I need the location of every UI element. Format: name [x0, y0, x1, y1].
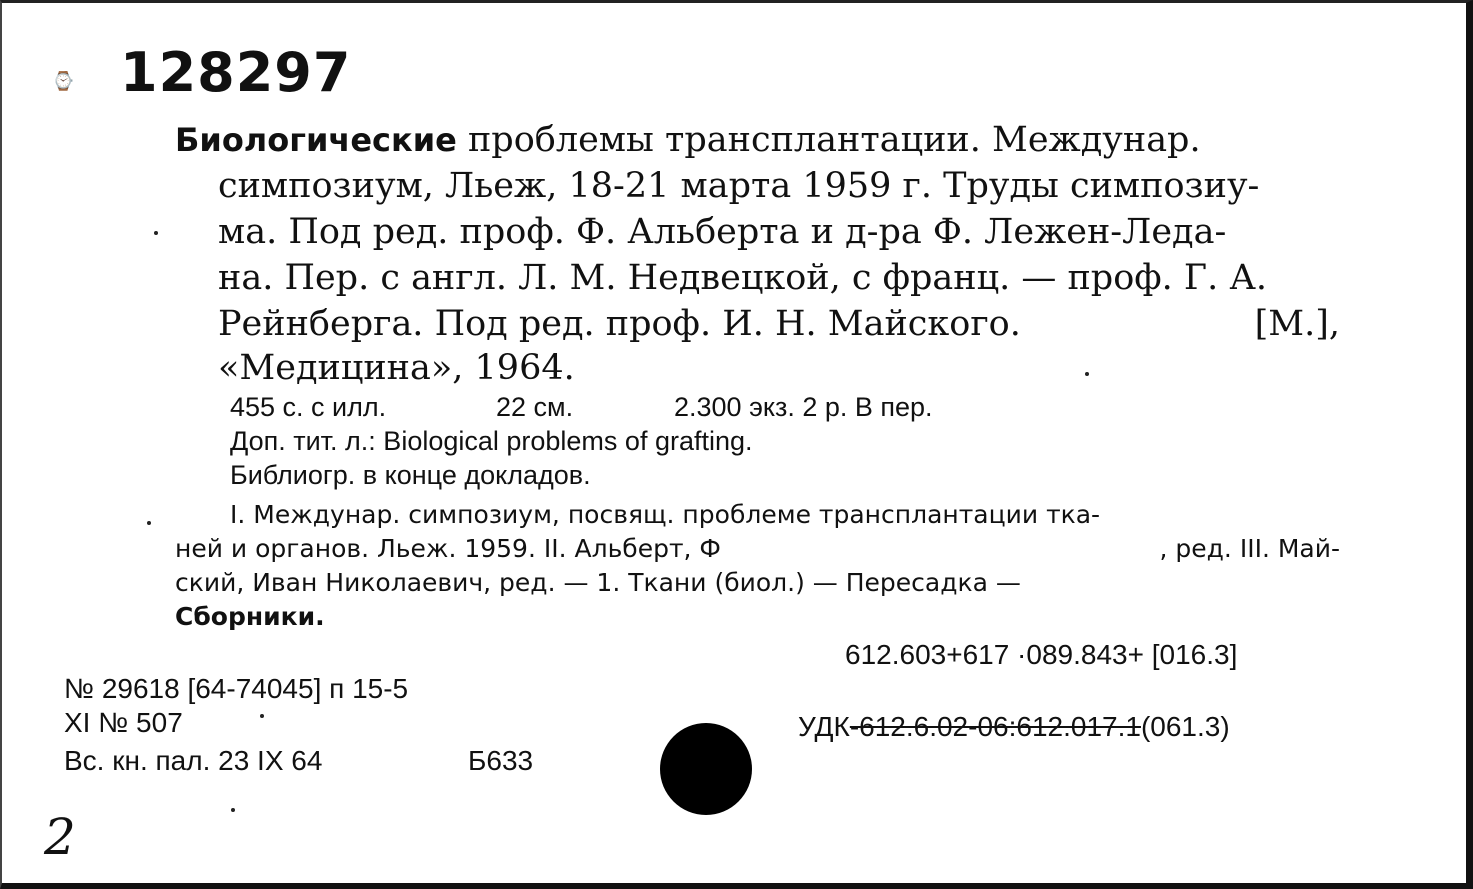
classification-numbers: 612.603+617 ·089.843+ [016.3]	[845, 639, 1238, 670]
collation-copies: 2.300 экз. 2 р. В пер.	[674, 392, 933, 422]
tracing-line-4: Сборники.	[175, 602, 325, 631]
tracing-line-3: ский, Иван Николаевич, ред. — 1. Ткани (биол.) — Пересадка —	[175, 568, 1021, 597]
note-parallel-title: Доп. тит. л.: Biological problems of grafting.	[230, 426, 753, 456]
title-line-1-rest: проблемы трансплантации. Междунар.	[467, 120, 1201, 160]
udc-tail: (061.3)	[1140, 711, 1230, 742]
tracing-line-2-b: , ред. III. Май-	[1159, 534, 1340, 563]
registry-line-2: XI № 507	[64, 707, 183, 738]
title-line-6: «Медицина», 1964.	[218, 348, 575, 388]
tracing-line-2	[175, 533, 1340, 564]
tracing-line-2-a: ней и органов. Льеж. 1959. II. Альберт, Ф	[175, 534, 721, 563]
title-lead-word: Биологические	[175, 121, 457, 159]
speck	[147, 521, 151, 525]
accession-stamp-icon: ⌚	[52, 71, 75, 92]
title-line-4: на. Пер. с англ. Л. М. Недвецкой, с франц. — проф. Г. А.	[218, 258, 1267, 298]
udc-code	[798, 711, 1230, 743]
speck	[154, 231, 158, 235]
udc-struck: -612.6.02-06:612.017.1	[849, 711, 1141, 742]
handwritten-note: 2	[44, 808, 76, 866]
speck	[1085, 372, 1089, 376]
note-bibliography: Библиогр. в конце докладов.	[230, 460, 591, 490]
speck	[231, 808, 235, 812]
publication-place: [М.],	[1254, 304, 1340, 344]
title-line-5	[218, 301, 1340, 347]
registry-code: Б633	[468, 745, 534, 776]
punch-hole	[660, 723, 752, 815]
registry-line-3: Вс. кн. пал. 23 IX 64	[64, 745, 323, 776]
registry-line-1: № 29618 [64-74045] п 15-5	[64, 673, 409, 704]
collation-pages: 455 с. с илл.	[230, 392, 387, 422]
title-line-3: ма. Под ред. проф. Ф. Альберта и д-ра Ф. Лежен-Леда-	[218, 212, 1227, 252]
title-line-5-text: Рейнберга. Под ред. проф. И. Н. Майского.	[218, 304, 1021, 344]
udc-prefix: УДК	[798, 711, 850, 742]
speck	[260, 714, 264, 718]
title-line-2: симпозиум, Льеж, 18-21 марта 1959 г. Труды симпозиу-	[218, 166, 1260, 206]
tracing-line-1: I. Междунар. симпозиум, посвящ. проблеме трансплантации тка-	[230, 500, 1101, 529]
accession-number: 128297	[120, 41, 352, 104]
title-line-1	[175, 117, 1340, 163]
collation-size: 22 см.	[496, 392, 574, 422]
